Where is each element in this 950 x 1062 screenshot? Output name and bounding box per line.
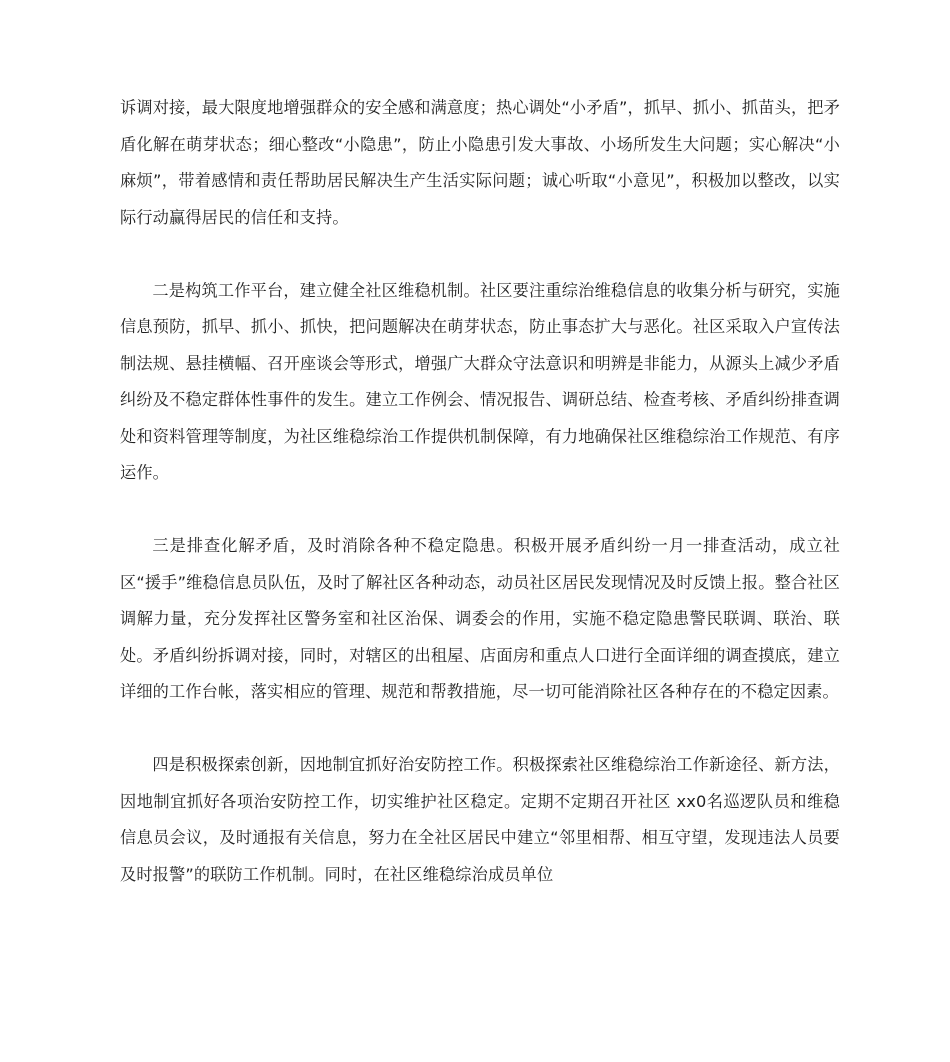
- paragraph-3: 三是排查化解矛盾，及时消除各种不稳定隐患。积极开展矛盾纠纷一月一排查活动，成立社区“援手”维稳信息员队伍，及时了解社区各种动态，动员社区居民发现情况及时反馈上报。整合社区调解力量，充分发挥社区警务室和社区治保、调委会的作用，实施不稳定隐患警民联调、联治、联处。矛盾纠纷拆调对接，同时，对辖区的出租屋、店面房和重点人口进行全面详细的调查摸底，建立详细的工作台帐，落实相应的管理、规范和帮教措施，尽一切可能消除社区各种存在的不稳定因素。: [120, 536, 840, 701]
- paragraph-4: 四是积极探索创新，因地制宜抓好治安防控工作。积极探索社区维稳综治工作新途径、新方法，因地制宜抓好各项治安防控工作，切实维护社区稳定。定期不定期召开社区 xx0名巡逻队员和维稳信息员会议，及时通报有关信息，努力在全社区居民中建立“邻里相帮、相互守望，发现违法人员要及时报警”的联防工作机制。同时，在社区维稳综治成员单位: [120, 755, 840, 884]
- paragraph-1: 诉调对接，最大限度地增强群众的安全感和满意度；热心调处“小矛盾”，抓早、抓小、抓苗头，把矛盾化解在萌芽状态；细心整改“小隐患”，防止小隐患引发大事故、小场所发生大问题；实心解决“小麻烦”，带着感情和责任帮助居民解决生产生活实际问题；诚心听取“小意见”，积极加以整改，以实际行动赢得居民的信任和支持。: [120, 98, 840, 227]
- paragraph-2: 二是构筑工作平台，建立健全社区维稳机制。社区要注重综治维稳信息的收集分析与研究，实施信息预防，抓早、抓小、抓快，把问题解决在萌芽状态，防止事态扩大与恶化。社区采取入户宣传法制法规、悬挂横幅、召开座谈会等形式，增强广大群众守法意识和明辨是非能力，从源头上减少矛盾纠纷及不稳定群体性事件的发生。建立工作例会、情况报告、调研总结、检查考核、矛盾纠纷排查调处和资料管理等制度，为社区维稳综治工作提供机制保障，有力地确保社区维稳综治工作规范、有序运作。: [120, 280, 840, 482]
- document-body: [120, 90, 840, 893]
